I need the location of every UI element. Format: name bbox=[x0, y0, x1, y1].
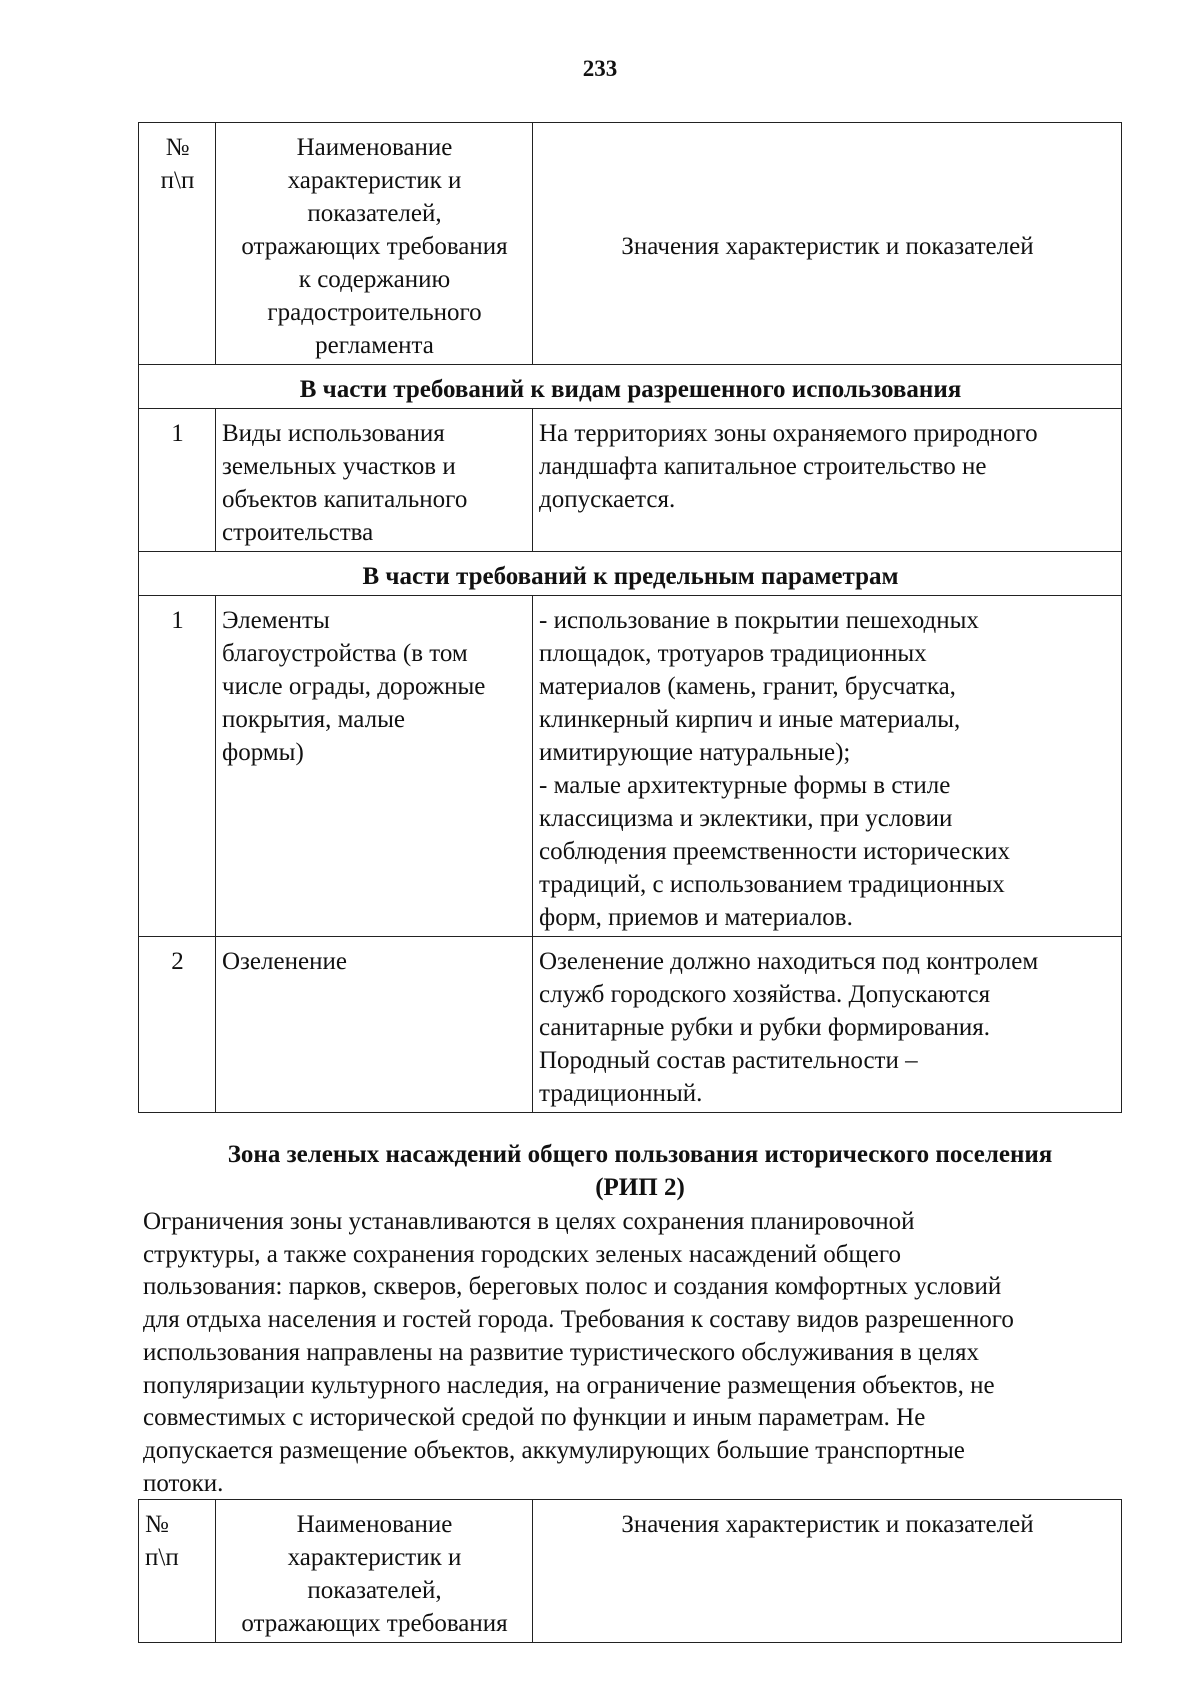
table-header-row bbox=[139, 1500, 1122, 1643]
page-number: 233 bbox=[582, 56, 618, 81]
row-value-cell: Озеленение должно находиться под контролем служб городского хозяйства. Допускаются санитарные рубки и рубки формирования. Породный состав растительности – традиционный. bbox=[533, 937, 1122, 1113]
requirements-table-continued bbox=[138, 1499, 1122, 1643]
header-name-cell: Наименование характеристик и показателей, отражающих требования bbox=[216, 1500, 533, 1643]
row-name-cell: Элементы благоустройства (в том числе ограды, дорожные покрытия, малые формы) bbox=[216, 596, 533, 937]
zone-description: Ограничения зоны устанавливаются в целях сохранения планировочной структуры, а также сохранения городских зеленых насаждений общего пользования: парков, скверов, береговых полос и создания комфортных условий для отдыха населения и гостей города. Требования к составу видов разрешенного использования направлены на развитие туристического обслуживания в целях популяризации культурного наследия, на ограничение размещения объектов, не совместимых с исторической средой по функции и иным параметрам. Не допускается размещение объектов, аккумулирующих большие транспортные потоки. bbox=[143, 1208, 1014, 1497]
row-num-cell: 2 bbox=[139, 937, 216, 1113]
header-num-cell: № п\п bbox=[139, 1500, 216, 1643]
section-title: В части требований к предельным параметрам bbox=[139, 552, 1122, 596]
table-row bbox=[139, 937, 1122, 1113]
header-name-cell: Наименование характеристик и показателей, отражающих требования к содержанию градостроительного регламента bbox=[216, 123, 533, 365]
header-num-cell: № п\п bbox=[139, 123, 216, 365]
header-value-cell: Значения характеристик и показателей bbox=[533, 123, 1122, 365]
row-value-cell: - использование в покрытии пешеходных площадок, тротуаров традиционных материалов (камень, гранит, брусчатка, клинкерный кирпич и иные материалы, имитирующие натуральные); - малые архитектурные формы в стиле классицизма и эклектики, при условии соблюдения преемственности исторических традиций, с использованием традиционных форм, приемов и материалов. bbox=[533, 596, 1122, 937]
header-value-cell: Значения характеристик и показателей bbox=[533, 1500, 1122, 1643]
row-value-cell: На территориях зоны охраняемого природного ландшафта капитальное строительство не допускается. bbox=[533, 409, 1122, 552]
section-row-permitted-use bbox=[139, 365, 1122, 409]
section-title: В части требований к видам разрешенного использования bbox=[139, 365, 1122, 409]
zone-heading: Зона зеленых насаждений общего пользования исторического поселения (РИП 2) bbox=[227, 1141, 1053, 1201]
row-num-cell: 1 bbox=[139, 409, 216, 552]
row-num-cell: 1 bbox=[139, 596, 216, 937]
table-row bbox=[139, 409, 1122, 552]
table-header-row bbox=[139, 123, 1122, 365]
row-name-cell: Озеленение bbox=[216, 937, 533, 1113]
row-name-cell: Виды использования земельных участков и объектов капитального строительства bbox=[216, 409, 533, 552]
section-row-limit-parameters bbox=[139, 552, 1122, 596]
requirements-table bbox=[138, 122, 1122, 1113]
table-row bbox=[139, 596, 1122, 937]
